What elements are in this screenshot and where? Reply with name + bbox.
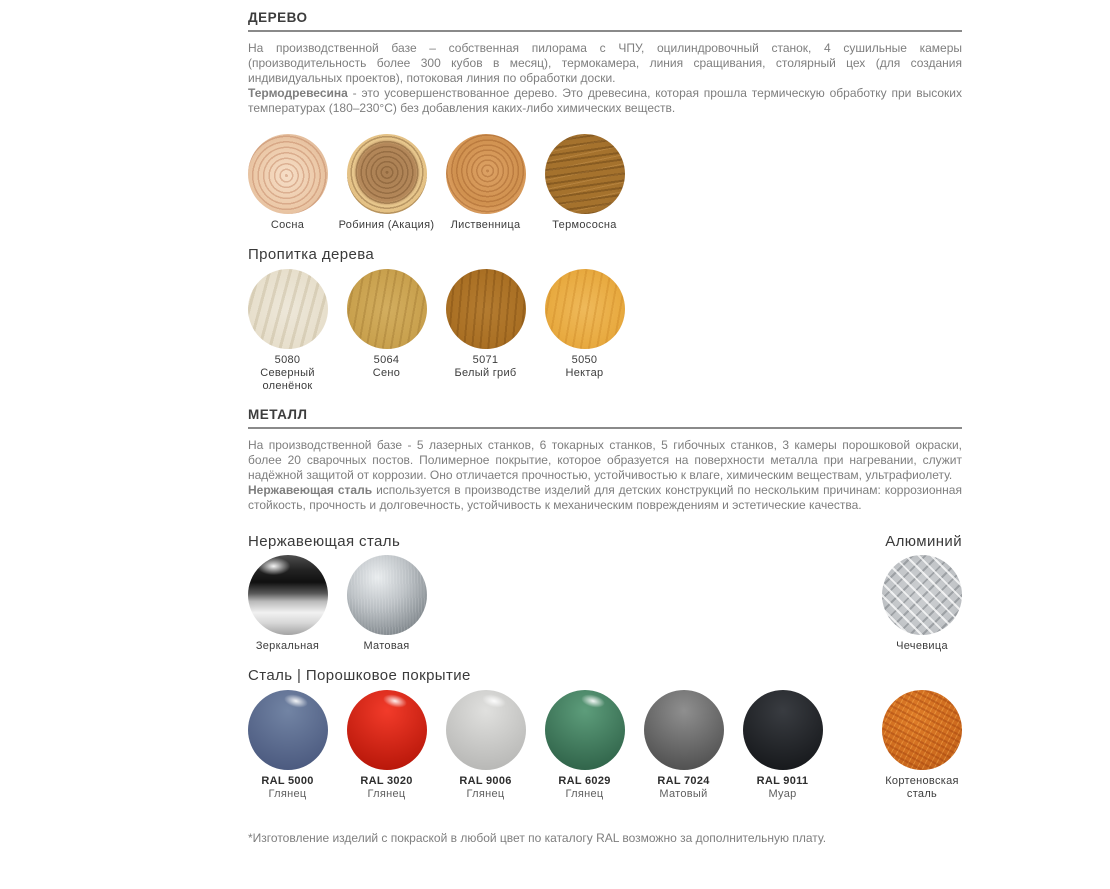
swatch-label-матовая (363, 640, 409, 653)
swatch-робиния-(акация) (337, 134, 436, 232)
swatch-label-line: Лиственница (450, 219, 521, 231)
swatch-label-line: RAL 5000 (261, 775, 314, 787)
swatch-label-line: Белый гриб (454, 367, 517, 379)
swatch-label-line: Матовый (659, 788, 708, 800)
wood-paragraph-1: На производственной базе – собственная пилорама с ЧПУ, оцилиндровочный станок, 4 сушильные камеры (производительность более 300 кубов в месяц), термокамера, линия сращивания, столярный цех (для создания индивидуальных проектов), потоковая линия по обработки доски. (248, 41, 962, 85)
swatch-label-ral-5000 (261, 775, 313, 801)
5050-color-circle (545, 269, 625, 349)
swatch-ral-9006 (436, 690, 535, 801)
робиния-(акация)-color-circle (347, 134, 427, 214)
aluminum-swatch-group (882, 555, 962, 653)
stainless-title: Нержавеющая сталь (248, 533, 401, 550)
ral-footnote: *Изготовление изделий с покраской в любой цвет по каталогу RAL возможно за дополнительную плату. (248, 831, 827, 845)
swatch-label-line: Нектар (565, 367, 604, 379)
swatch-ral-9011 (733, 690, 832, 801)
stainless-lead: Нержавеющая сталь (248, 483, 373, 497)
swatch-label-line: Термососна (552, 219, 617, 231)
swatch-label-кортеновская-сталь (882, 775, 962, 801)
powder-swatches (238, 690, 832, 801)
swatch-label-line: Зеркальная (255, 640, 320, 652)
swatch-матовая (337, 555, 436, 653)
metal-paragraph-2 (248, 483, 962, 513)
swatch-label-line: Глянец (268, 788, 307, 800)
ral-3020-color-circle (347, 690, 427, 770)
swatch-label-5071 (454, 354, 516, 380)
powder-title: Сталь | Порошковое покрытие (248, 667, 471, 684)
ral-6029-color-circle (545, 690, 625, 770)
5064-color-circle (347, 269, 427, 349)
swatch-label-line: Муар (768, 788, 797, 800)
swatch-ral-5000 (238, 690, 337, 801)
swatch-label-5080 (246, 354, 330, 393)
swatch-label-line: Чечевица (896, 640, 948, 652)
stainless-swatches (238, 555, 436, 653)
кортеновская-сталь-color-circle (882, 690, 962, 770)
swatch-label-чечевица (896, 640, 948, 653)
swatch-5080 (238, 269, 337, 393)
wood-species-row (238, 134, 962, 232)
swatch-чечевица (882, 555, 962, 653)
swatch-label-line: Сосна (270, 219, 305, 231)
swatch-label-line: RAL 6029 (558, 775, 611, 787)
swatch-ral-7024 (634, 690, 733, 801)
metal-section-title: МЕТАЛЛ (248, 407, 962, 429)
swatch-label-line: Глянец (466, 788, 505, 800)
swatch-label-line: Глянец (565, 788, 604, 800)
corten-swatch-group (882, 690, 962, 801)
swatch-label-line: Робиния (Акация) (338, 219, 435, 231)
swatch-label-line: Глянец (367, 788, 406, 800)
aluminum-title: Алюминий (885, 533, 962, 550)
swatch-label-line: RAL 9006 (459, 775, 512, 787)
лиственница-color-circle (446, 134, 526, 214)
ral-9006-color-circle (446, 690, 526, 770)
metal-paragraph-1: На производственной базе - 5 лазерных станков, 6 токарных станков, 5 гибочных станков, 3 камеры порошковой окраски, более 20 сварочных постов. Полимерное покрытие, которое образуется на поверхности металла при нагревании, служит надёжной защитой от коррозии. Оно отличается прочностью, устойчивостью к влаге, химическим веществам, ультрафиолету. (248, 438, 962, 482)
impregnation-row (238, 269, 962, 393)
swatch-5050 (535, 269, 634, 393)
impregnation-title: Пропитка дерева (248, 246, 375, 263)
thermowood-rest: - это усовершенствованное дерево. Это древесина, которая прошла термическую обработку при высоких температурах (180–230°C) без добавления каких-либо химических веществ. (248, 86, 962, 115)
swatch-label-line: 5064 (373, 354, 400, 366)
swatch-зеркальная (238, 555, 337, 653)
swatch-label-line: Северный оленёнок (260, 367, 315, 392)
wood-paragraph-2 (248, 86, 962, 116)
wood-section-title: ДЕРЕВО (248, 10, 962, 32)
ral-5000-color-circle (248, 690, 328, 770)
swatch-label-робиния-(акация) (339, 219, 435, 232)
swatch-label-ral-6029 (558, 775, 610, 801)
swatch-label-ral-9011 (757, 775, 809, 801)
swatch-кортеновская-сталь (882, 690, 962, 801)
ral-7024-color-circle (644, 690, 724, 770)
swatch-label-ral-9006 (459, 775, 511, 801)
swatch-ral-6029 (535, 690, 634, 801)
swatch-label-сосна (271, 219, 304, 232)
swatch-label-line: RAL 3020 (360, 775, 413, 787)
stainless-rest: используется в производстве изделий для детских конструкций по нескольким причинам: коррозионная стойкость, прочность и долговечность, устойчивость к механическим повреждениям и эстетические качества. (248, 483, 962, 512)
swatch-5071 (436, 269, 535, 393)
swatch-label-термососна (552, 219, 616, 232)
swatch-сосна (238, 134, 337, 232)
swatch-label-line: Сено (372, 367, 401, 379)
swatch-лиственница (436, 134, 535, 232)
swatch-label-line: 5071 (472, 354, 499, 366)
swatch-label-line: 5050 (571, 354, 598, 366)
swatch-label-зеркальная (256, 640, 319, 653)
swatch-label-5050 (566, 354, 604, 380)
powder-row (238, 690, 962, 801)
page-content (248, 10, 962, 846)
swatch-label-ral-7024 (657, 775, 709, 801)
swatch-label-line: Кортеновская сталь (885, 775, 959, 800)
swatch-label-line: RAL 7024 (657, 775, 710, 787)
swatch-label-ral-3020 (360, 775, 412, 801)
5080-color-circle (248, 269, 328, 349)
зеркальная-color-circle (248, 555, 328, 635)
swatch-label-line: RAL 9011 (756, 775, 809, 787)
swatch-label-line: 5080 (274, 354, 301, 366)
thermowood-lead: Термодревесина (248, 86, 348, 100)
ral-9011-color-circle (743, 690, 823, 770)
чечевица-color-circle (882, 555, 962, 635)
swatch-label-line: Матовая (363, 640, 410, 652)
матовая-color-circle (347, 555, 427, 635)
5071-color-circle (446, 269, 526, 349)
swatch-label-5064 (373, 354, 400, 380)
stainless-row (238, 555, 962, 653)
swatch-label-лиственница (451, 219, 521, 232)
swatch-термососна (535, 134, 634, 232)
swatch-5064 (337, 269, 436, 393)
термососна-color-circle (545, 134, 625, 214)
swatch-ral-3020 (337, 690, 436, 801)
сосна-color-circle (248, 134, 328, 214)
stainless-headings (248, 533, 962, 550)
